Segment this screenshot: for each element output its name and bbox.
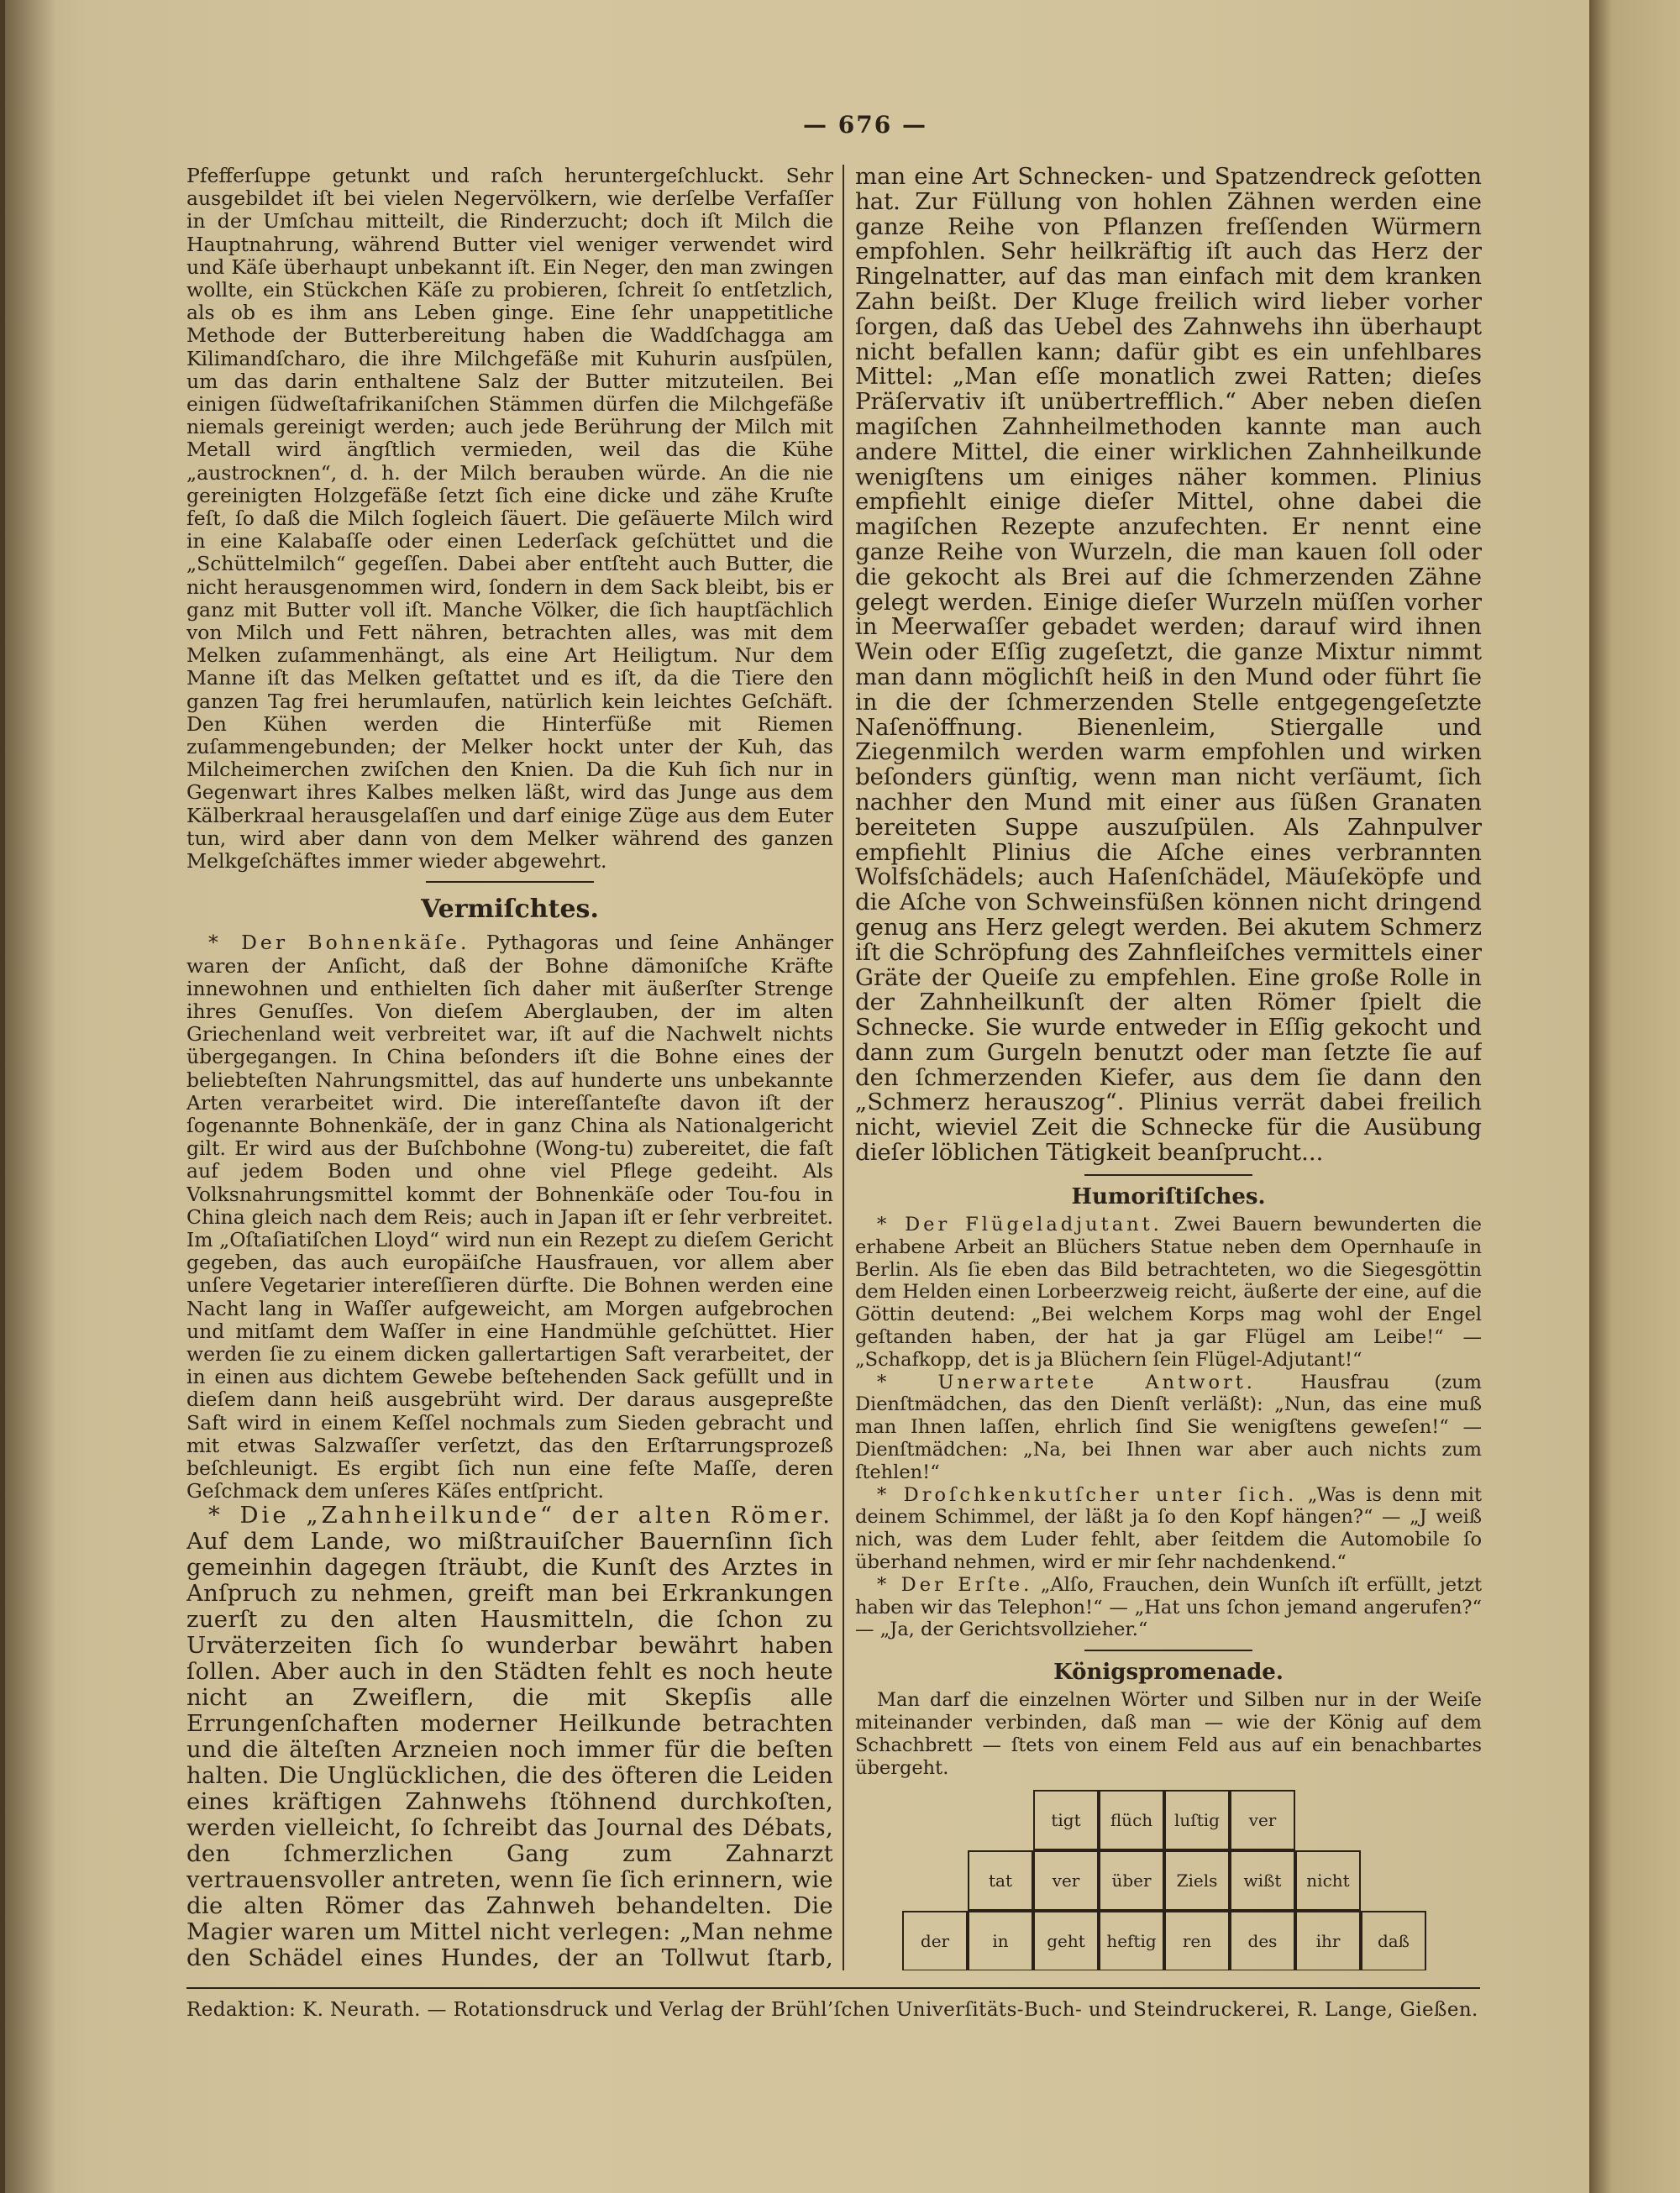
joke-heading: * Der Flügeladjutant. bbox=[877, 1214, 1163, 1236]
column-rule bbox=[843, 165, 844, 1970]
puzzle-cell: Ziels bbox=[1164, 1850, 1230, 1911]
puzzle-cell: der bbox=[902, 1911, 968, 1970]
imprint-footer: Redaktion: K. Neurath. — Rotationsdruck und Verlag der Brühl’ſchen Univerſitäts-Buch- und Steindruckerei, R. Lange, Gießen. bbox=[186, 1999, 1478, 2021]
joke-fluegeladjutant bbox=[855, 1214, 1482, 1372]
puzzle-cell: ren bbox=[1164, 1911, 1230, 1970]
joke-body: Hausfrau (zum Dienſtmädchen, das den Dienſt verläßt): „Nun, das eine muß man Ihnen laſſen, ehrlich ſind Sie wenigſtens geweſen!“ — Dienſtmädchen: „Na, bei Ihnen war aber auch nichts zum ſtehlen!“ bbox=[855, 1371, 1482, 1483]
puzzle-cell: des bbox=[1230, 1911, 1295, 1970]
article-zahnheilkunde-continued: man eine Art Schnecken- und Spatzendreck geſotten hat. Zur Füllung von hohlen Zähnen werden eine ganze Reihe von Pflanzen freſſenden Würmern empfohlen. Sehr heilkräftig iſt auch das Herz der Ringelnatter, auf das man einfach mit dem kranken Zahn beißt. Der Kluge freilich wird lieber vorher ſorgen, daß das Uebel des Zahnwehs ihn überhaupt nicht befallen kann; dafür gibt es ein unfehlbares Mittel: „Man eſſe monatlich zwei Ratten; dieſes Präſervativ iſt unübertrefflich.“ Aber neben dieſen magiſchen Zahnheilmethoden kannte man auch andere Mittel, die einer wirklichen Zahnheilkunde wenigſtens um einiges näher kommen. Plinius empfiehlt einige dieſer Mittel, ohne dabei die magiſchen Rezepte anzufechten. Er nennt eine ganze Reihe von Wurzeln, die man kauen ſoll oder die gekocht als Brei auf die ſchmerzenden Zähne gelegt werden. Einige dieſer Wurzeln müſſen vorher in Meerwaſſer gebadet werden; darauf wird ihnen Wein oder Eſſig zugeſetzt, die ganze Mixtur nimmt man dann möglichſt heiß in den Mund oder führt ſie in die der ſchmerzenden Stelle entgegengeſetzte Naſenöffnung. Bienenleim, Stiergalle und Ziegenmilch werden warm empfohlen und wirken beſonders günſtig, wenn man nicht verſäumt, ſich nachher den Mund mit einer aus ſüßen Granaten bereiteten Suppe auszuſpülen. Als Zahnpulver empfiehlt Plinius die Aſche eines verbrannten Wolfsſchädels; auch Haſenſchädel, Mäuſeköpfe und die Aſche von Schweinsfüßen können nicht dringend genug ans Herz gelegt werden. Bei akutem Schmerz iſt die Schröpfung des Zahnfleiſches vermittels einer Gräte der Queiſe zu empfehlen. Eine große Rolle in der Zahnheilkunſt der alten Römer ſpielt die Schnecke. Sie wurde entweder in Eſſig gekocht und dann zum Gurgeln benutzt oder man ſetzte ſie auf den ſchmerzenden Kiefer, aus dem ſie dann den „Schmerz herauszog“. Plinius verrät dabei freilich nicht, wieviel Zeit die Schnecke für die Ausübung dieſer löblichen Tätigkeit beanſprucht... bbox=[855, 165, 1482, 1167]
puzzle-cell: über bbox=[1099, 1850, 1164, 1911]
article-body: Auf dem Lande, wo mißtrauiſcher Bauernſinn ſich gemeinhin dagegen ſträubt, die Kunſt des Arztes in Anſpruch zu nehmen, greift man bei Erkrankungen zuerſt zu den alten Hausmitteln, die ſchon zu Urväterzeiten ſich ſo wunderbar bewährt haben ſollen. Aber auch in den Städten fehlt es noch heute nicht an Zweiflern, die mit Skepſis alle Errungenſchaften moderner Heilkunde betrachten und die älteſten Arzneien noch immer für die beſten halten. Die Unglücklichen, die des öfteren die Leiden eines kräftigen Zahnwehs ſtöhnend durchkoſten, werden vielleicht, ſo ſchreibt das Journal des Débats, den ſchmerzlichen Gang zum Zahnarzt vertrauensvoller antreten, wenn ſie ſich erinnern, wie die alten Römer das Zahnweh behandelten. Die Magier waren um Mittel nicht verlegen: „Man nehme den Schädel eines Hundes, der an Tollwut ſtarb, bbox=[186, 1528, 833, 1970]
puzzle-grid bbox=[902, 1790, 1457, 1970]
section-divider bbox=[1084, 1650, 1252, 1651]
left-column bbox=[186, 165, 833, 1970]
joke-body: Zwei Bauern bewunderten die erhabene Arbeit an Blüchers Statue neben dem Opernhauſe in Berlin. Als ſie eben das Bild betrachteten, wo die Siegesgöttin dem Helden einen Lorbeerzweig reicht, äußerte der eine, auf die Göttin deutend: „Bei welchem Korps mag wohl der Engel geſtanden haben, der hat ja gar Flügel am Leibe!“ — „Schafkopp, det is ja Blüchern ſein Flügel-Adjutant!“ bbox=[855, 1214, 1482, 1371]
puzzle-cell: ver bbox=[1230, 1790, 1295, 1850]
joke-heading: * Unerwartete Antwort. bbox=[877, 1371, 1256, 1393]
joke-der-erste bbox=[855, 1574, 1482, 1641]
joke-body: „Was is denn mit deinem Schimmel, der läßt ja ſo den Kopf hängen?“ — „J weiß nich, was dem Luder fehlt, aber ſeitdem die Automobile ſo überhand nehmen, wird er mir ſehr nachdenkend.“ bbox=[855, 1483, 1482, 1574]
footer-rule bbox=[186, 1987, 1480, 1989]
article-body: Pythagoras und ſeine Anhänger waren der Anſicht, daß der Bohne dämoniſche Kräfte innewohnen und enthielten ſich daher mit äußerſter Strenge ihres Genuſſes. Von dieſem Aberglauben, der im alten Griechenland weit verbreitet war, iſt auf die Nachwelt nichts übergegangen. In China beſonders iſt die Bohne eines der beliebteſten Nahrungsmittel, das auf hunderte uns unbekannte Arten verarbeitet wird. Die intereſſanteſte davon iſt der ſogenannte Bohnenkäſe, der in ganz China als Nationalgericht gilt. Er wird aus der Buſchbohne (Wong-tu) zubereitet, die faſt auf jedem Boden und ohne viel Pflege gedeiht. Als Volksnahrungsmittel kommt der Bohnenkäſe oder Tou-fou in China gleich nach dem Reis; auch in Japan iſt er ſehr verbreitet. Im „Oſtaſiatiſchen Lloyd“ wird nun ein Rezept zu dieſem Gericht gegeben, das auch europäiſche Hausfrauen, vor allem aber unſere Vegetarier intereſſieren dürfte. Die Bohnen werden eine Nacht lang in Waſſer aufgeweicht, am Morgen aufgebrochen und mitſamt dem Waſſer in eine Handmühle geſchüttet. Hier werden ſie zu einem dicken gallertartigen Saft verarbeitet, der in einen aus dichtem Gewebe beſtehenden Sack gefüllt und in dieſem dann heiß ausgebrüht wird. Der daraus ausgepreßte Saft wird in einem Keſſel nochmals zum Sieden gebracht und mit etwas Salzwaſſer verſetzt, das den Erſtarrungsprozeß beſchleunigt. Es ergibt ſich nun eine feſte Maſſe, deren Geſchmack dem unſeres Käſes entſpricht. bbox=[186, 931, 833, 1503]
next-page-edge bbox=[1589, 0, 1680, 2193]
puzzle-cell: ihr bbox=[1295, 1911, 1361, 1970]
puzzle-instructions: Man darf die einzelnen Wörter und Silben nur in der Weiſe miteinander verbinden, daß man — wie der König auf dem Schachbrett — ſtets von einem Feld aus auf ein benachbartes übergeht. bbox=[855, 1689, 1482, 1780]
puzzle-cell: daß bbox=[1361, 1911, 1426, 1970]
joke-heading: * Droſchkenkutſcher unter ſich. bbox=[877, 1483, 1298, 1506]
gutter-shadow bbox=[5, 0, 55, 2193]
joke-droschkenkutscher bbox=[855, 1484, 1482, 1574]
puzzle-cell: nicht bbox=[1295, 1850, 1361, 1911]
article-milk-continued: Pfefferſuppe getunkt und raſch heruntergeſchluckt. Sehr ausgebildet iſt bei vielen Negervölkern, wie derſelbe Verfaſſer in der Umſchau mitteilt, die Rinderzucht; doch iſt Milch die Hauptnahrung, während Butter viel weniger verwendet wird und Käſe überhaupt unbekannt iſt. Ein Neger, den man zwingen wollte, ein Stückchen Käſe zu probieren, ſchreit ſo entſetzlich, als ob es ihm ans Leben ginge. Eine ſehr unappetitliche Methode der Butterbereitung haben die Waddſchagga am Kilimandſcharo, die ihre Milchgefäße mit Kuhurin ausſpülen, um das darin enthaltene Salz der Butter mitzuteilen. Bei einigen ſüdweſtafrikaniſchen Stämmen dürfen die Milchgefäße niemals gereinigt werden; auch jede Berührung der Milch mit Metall wird ängſtlich vermieden, weil das die Kühe „austrocknen“, d. h. der Milch berauben würde. An die nie gereinigten Holzgefäße ſetzt ſich eine dicke und zähe Kruſte feſt, ſo daß die Milch ſogleich ſäuert. Die geſäuerte Milch wird in eine Kalabaſſe oder einen Lederſack geſchüttet und die „Schüttelmilch“ gegeſſen. Dabei aber entſteht auch Butter, die nicht herausgenommen wird, ſondern in dem Sack bleibt, bis er ganz mit Butter voll iſt. Manche Völker, die ſich hauptſächlich von Milch und Fett nähren, betrachten alles, was mit dem Melken zuſammenhängt, als eine Art Heiligtum. Nur dem Manne iſt das Melken geſtattet und es iſt, da die Tiere den ganzen Tag frei herumlaufen, natürlich kein leichtes Geſchäft. Den Kühen werden die Hinterfüße mit Riemen zuſammengebunden; der Melker hockt unter der Kuh, das Milcheimerchen zwiſchen den Knien. Da die Kuh ſich nur in Gegenwart ihres Kalbes melken läßt, wird das Junge aus dem Kälberkraal herausgelaſſen und darf einige Züge aus dem Euter tun, wird aber dann von dem Melker während des ganzen Melkgeſchäftes immer wieder abgewehrt. bbox=[186, 165, 833, 874]
puzzle-cell: tigt bbox=[1033, 1790, 1099, 1850]
puzzle-title: Königspromenade. bbox=[1053, 1660, 1284, 1686]
article-heading: * Die „Zahnheilkunde“ der alten Römer. bbox=[208, 1502, 833, 1529]
puzzle-cell: geht bbox=[1033, 1911, 1099, 1970]
joke-body: „Alſo, Frauchen, dein Wunſch iſt erfüllt, jetzt haben wir das Telephon!“ — „Hat uns ſchon jemand angerufen?“ — „Ja, der Gerichtsvollzieher.“ bbox=[855, 1573, 1482, 1641]
right-column bbox=[855, 165, 1482, 1970]
article-bohnenkaese bbox=[186, 931, 833, 1503]
puzzle-cell: wißt bbox=[1230, 1850, 1295, 1911]
page-number: — 676 — bbox=[803, 111, 927, 139]
joke-unerwartete-antwort bbox=[855, 1372, 1482, 1484]
article-zahnheilkunde bbox=[186, 1503, 833, 1970]
section-title-vermischtes: Vermiſchtes. bbox=[421, 895, 599, 925]
puzzle-cell: in bbox=[968, 1911, 1033, 1970]
puzzle-cell: luſtig bbox=[1164, 1790, 1230, 1850]
puzzle-cell: tat bbox=[968, 1850, 1033, 1911]
humor-section bbox=[855, 1214, 1482, 1641]
puzzle-cell: ver bbox=[1033, 1850, 1099, 1911]
puzzle-cell: flüch bbox=[1099, 1790, 1164, 1850]
section-divider bbox=[1084, 1174, 1252, 1176]
puzzle-cell: heftig bbox=[1099, 1911, 1164, 1970]
section-divider bbox=[426, 881, 594, 883]
joke-heading: * Der Erſte. bbox=[877, 1573, 1033, 1596]
article-heading: * Der Bohnenkäſe. bbox=[208, 931, 470, 955]
section-title-humoristisches: Humoriſtiſches. bbox=[1071, 1183, 1266, 1209]
